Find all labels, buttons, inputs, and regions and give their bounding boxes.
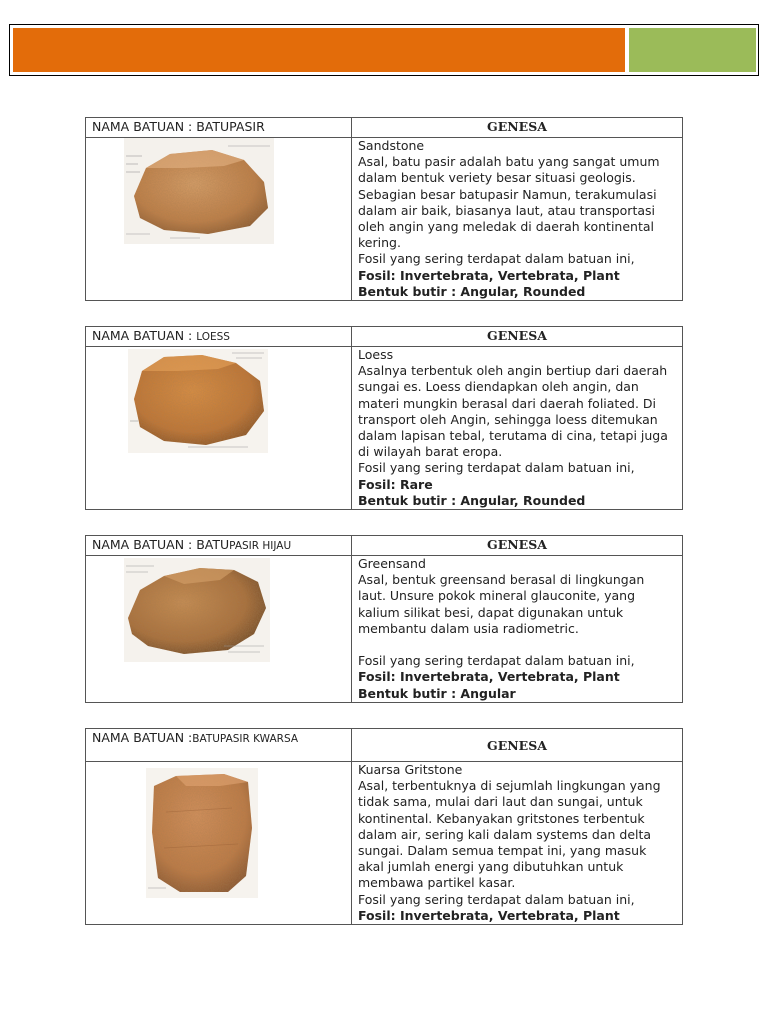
desc-line: laut. Unsure pokok mineral glauconite, yang — [358, 588, 636, 604]
banner-green-bar — [629, 28, 756, 72]
rock-table-batupasir-kwarsa — [85, 728, 683, 925]
genesa-header: GENESA — [352, 118, 683, 138]
desc-line: membawa partikel kasar. — [358, 875, 516, 891]
desc-line: tidak sama, mulai dari laut dan sungai, untuk — [358, 794, 643, 810]
rock-table-loess — [85, 326, 683, 510]
desc-line: Fosil yang sering terdapat dalam batuan ini, — [358, 653, 635, 669]
desc-line: akal jumlah energi yang dibutuhkan untuk — [358, 859, 624, 875]
rock-table-batupasir — [85, 117, 683, 301]
desc-line: dalam air baik, biasanya laut, atau transportasi — [358, 202, 655, 218]
desc-line: membantu dalam usia radiometric. — [358, 620, 579, 636]
desc-line: Asal, terbentuknya di sejumlah lingkungan yang — [358, 778, 661, 794]
genesa-header: GENESA — [352, 536, 683, 556]
rock-name: NAMA BATUAN : BATUPASIR HIJAU — [86, 536, 352, 556]
sandstone-photo — [124, 138, 274, 244]
butir-line: Bentuk butir : Angular, Rounded — [358, 283, 586, 299]
desc-line: dalam air, sering kali dalam systems dan delta — [358, 826, 652, 842]
rock-description — [352, 556, 683, 703]
butir-line: Bentuk butir : Angular — [358, 685, 516, 701]
rock-image-cell — [86, 762, 352, 925]
rock-name: NAMA BATUAN : BATUPASIR — [86, 118, 352, 138]
desc-line: dalam bentuk veriety besar situasi geologis. — [358, 170, 636, 186]
desc-line: oleh angin yang meledak di daerah kontinental — [358, 219, 654, 235]
rock-image-cell — [86, 138, 352, 301]
desc-line: di wilayah barat eropa. — [358, 444, 503, 460]
genesa-header: GENESA — [352, 729, 683, 762]
desc-line: Sandstone — [358, 138, 425, 153]
desc-line: kering. — [358, 235, 401, 251]
desc-line: Loess — [358, 347, 394, 362]
rock-table-batupasir-hijau — [85, 535, 683, 703]
fosil-line: Fosil: Rare — [358, 476, 433, 492]
desc-line: transport oleh Angin, sehingga loess ditemukan — [358, 411, 658, 427]
desc-line: dalam lapisan tebal, terutama di cina, tetapi juga — [358, 428, 668, 444]
rock-description — [352, 762, 683, 925]
desc-line: kontinental. Kebanyakan gritstones terbentuk — [358, 810, 645, 826]
rock-image-cell — [86, 556, 352, 703]
desc-line — [358, 637, 676, 653]
desc-line: Greensand — [358, 556, 426, 571]
desc-line: sungai es. Loess diendapkan oleh angin, dan — [358, 379, 639, 395]
loess-photo — [128, 349, 268, 453]
fosil-line: Fosil: Invertebrata, Vertebrata, Plant — [358, 907, 620, 923]
desc-line: Kuarsa Gritstone — [358, 762, 463, 777]
desc-line: Fosil yang sering terdapat dalam batuan ini, — [358, 251, 635, 267]
desc-line: kalium silikat besi, dapat digunakan untuk — [358, 604, 624, 620]
desc-line: Asal, batu pasir adalah batu yang sangat umum — [358, 154, 660, 170]
desc-line: Fosil yang sering terdapat dalam batuan ini, — [358, 460, 635, 476]
rock-description — [352, 347, 683, 510]
desc-line: materi mungkin berasal dari daerah foliated. Di — [358, 395, 657, 411]
fosil-line: Fosil: Invertebrata, Vertebrata, Plant — [358, 267, 620, 283]
fosil-line: Fosil: Invertebrata, Vertebrata, Plant — [358, 669, 620, 685]
desc-line: Asalnya terbentuk oleh angin bertiup dari daerah — [358, 363, 668, 379]
rock-image-cell — [86, 347, 352, 510]
rock-description — [352, 138, 683, 301]
desc-line: Fosil yang sering terdapat dalam batuan ini, — [358, 891, 635, 907]
kuarsa-gritstone-photo — [146, 768, 258, 898]
desc-line: sungai. Dalam semua tempat ini, yang masuk — [358, 843, 647, 859]
desc-line: Asal, bentuk greensand berasal di lingkungan — [358, 572, 645, 588]
genesa-header: GENESA — [352, 327, 683, 347]
desc-line: Sebagian besar batupasir Namun, terakumulasi — [358, 186, 657, 202]
header-banner — [9, 24, 759, 76]
greensand-photo — [124, 558, 270, 662]
butir-line: Bentuk butir : Angular, Rounded — [358, 492, 586, 508]
rock-name: NAMA BATUAN :BATUPASIR KWARSA — [86, 729, 352, 762]
rock-name: NAMA BATUAN : LOESS — [86, 327, 352, 347]
banner-orange-bar — [13, 28, 625, 72]
